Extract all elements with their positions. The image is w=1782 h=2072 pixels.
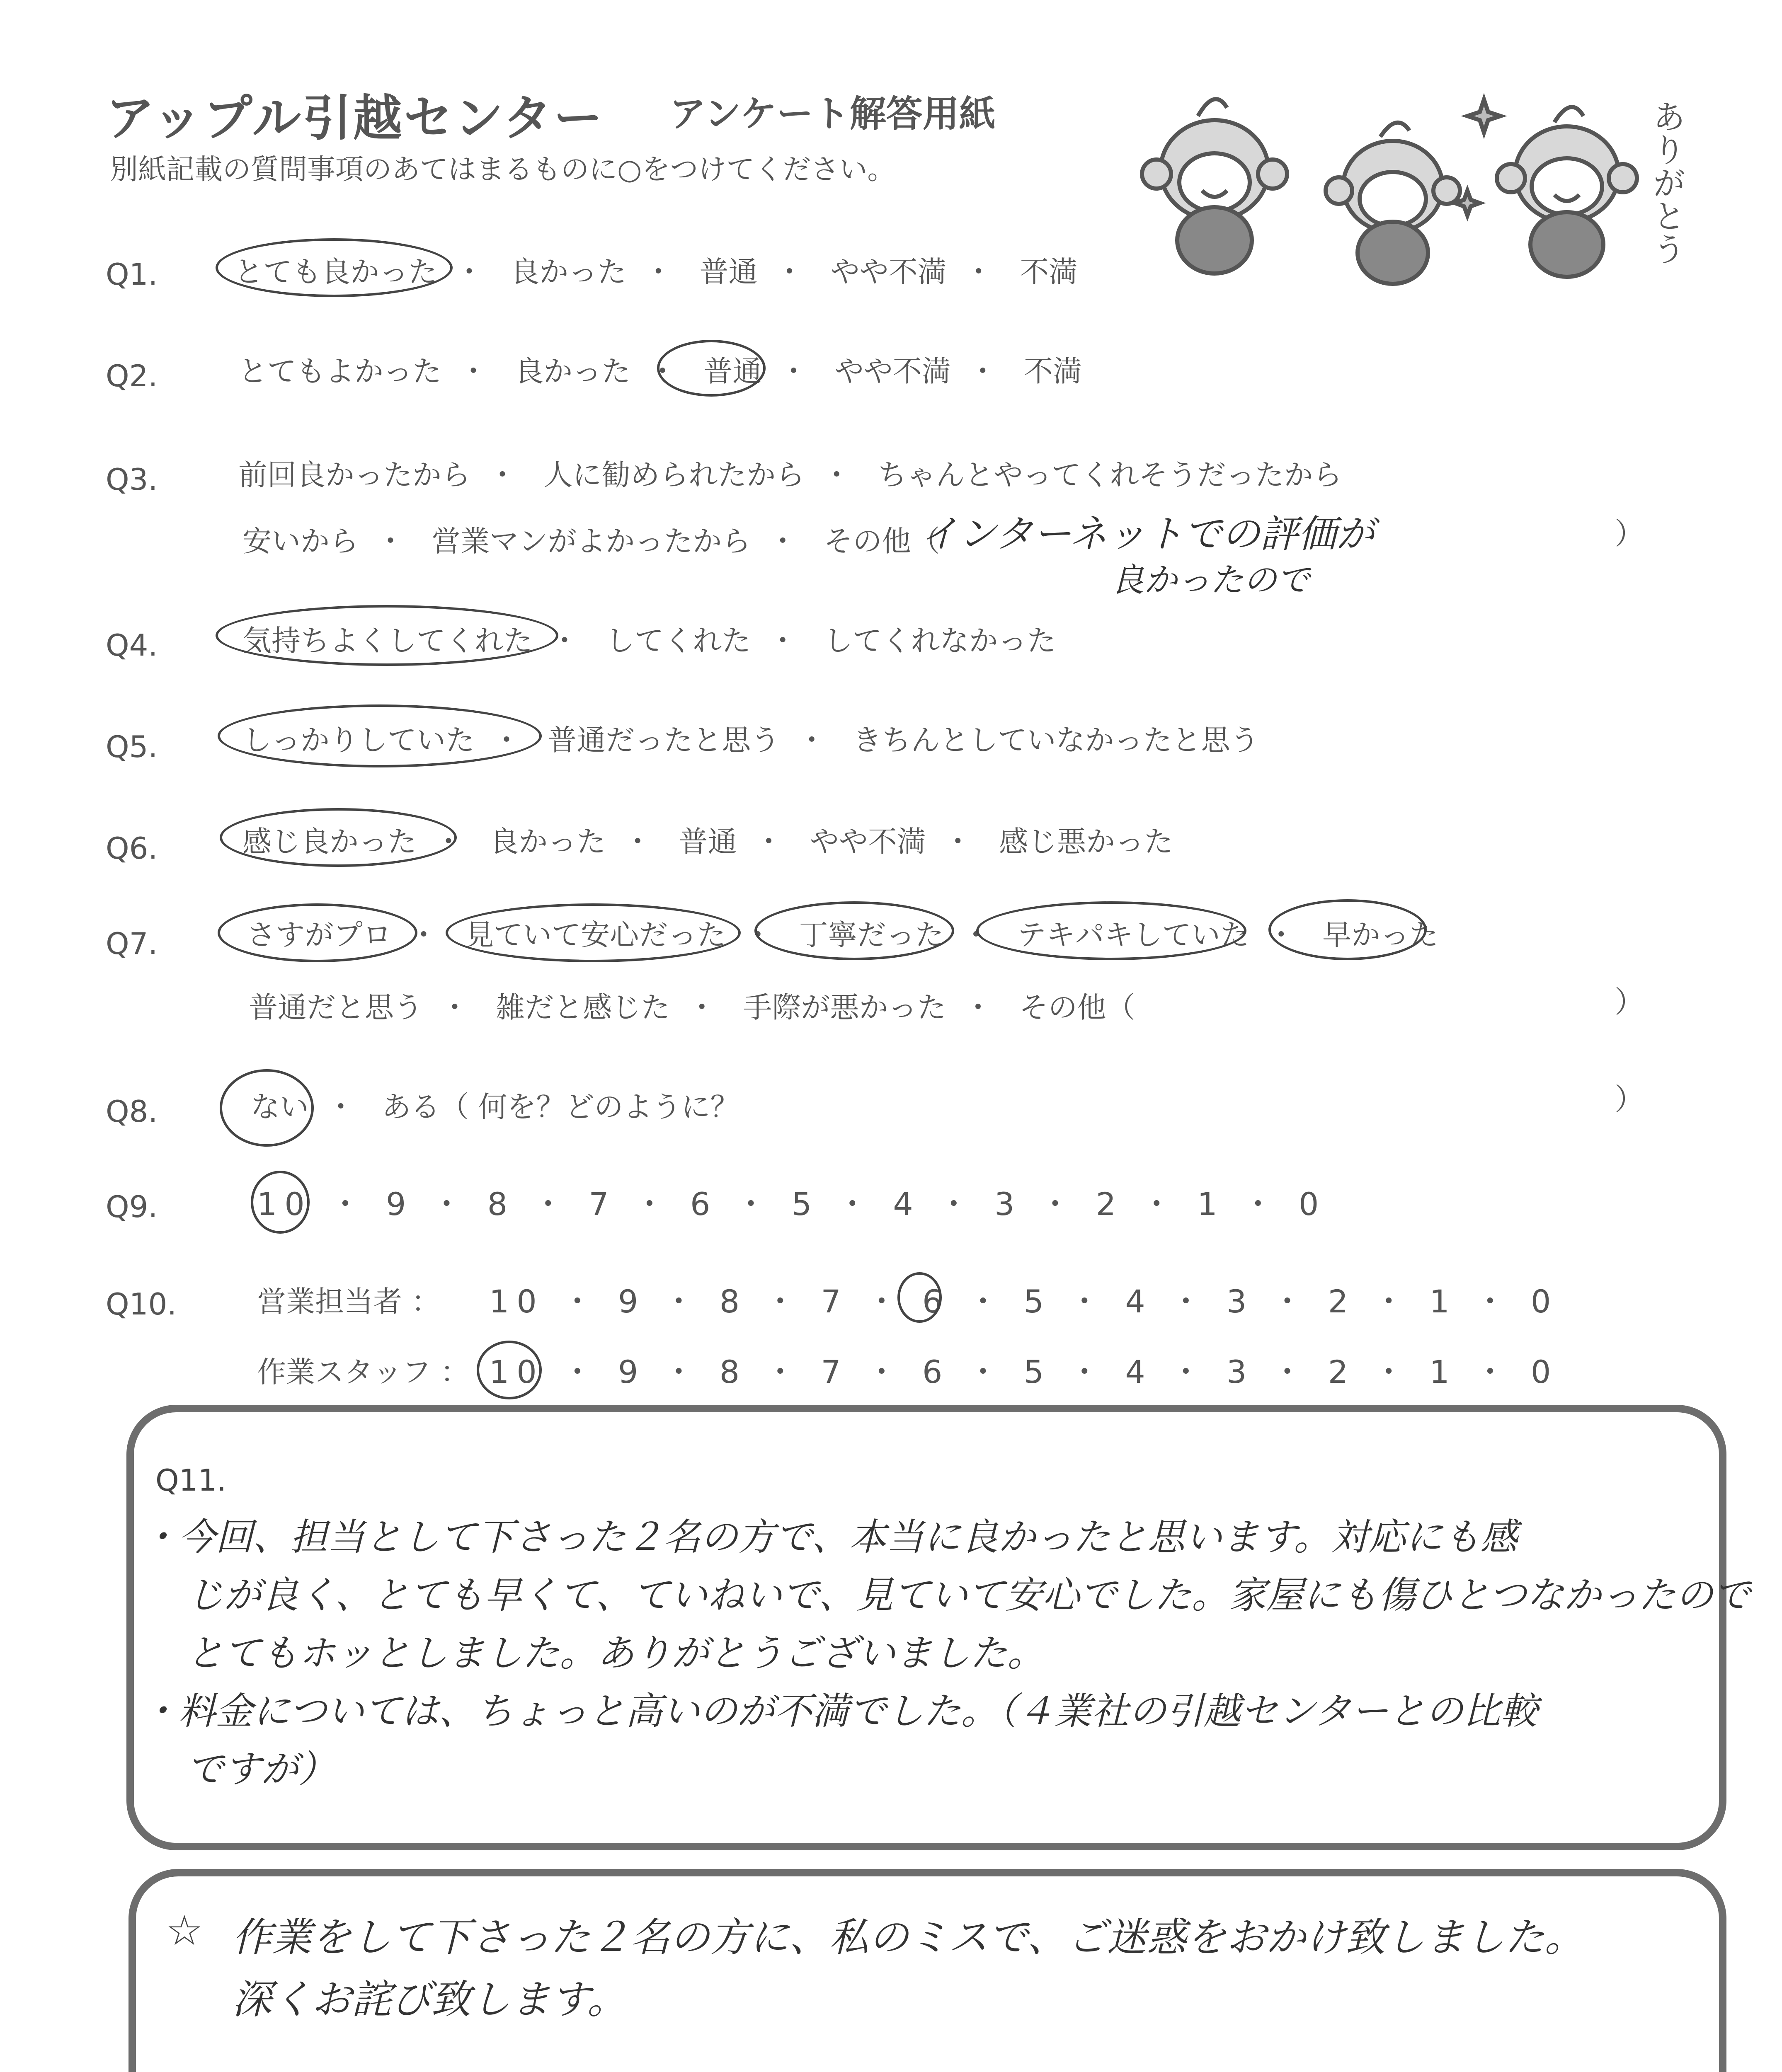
q7-answer-circle-2 bbox=[446, 903, 741, 962]
q2-label: Q2. bbox=[106, 358, 158, 393]
q1-options: とても良かった ・ 良かった ・ 普通 ・ やや不満 ・ 不満 bbox=[234, 249, 1078, 290]
q8-label: Q8. bbox=[106, 1094, 158, 1129]
q7-option-3[interactable]: 丁寧だった bbox=[799, 918, 944, 952]
q10-sales-answer-circle bbox=[897, 1272, 942, 1323]
q2-option-1[interactable]: とてもよかった bbox=[238, 354, 441, 388]
q2-option-5[interactable]: 不満 bbox=[1024, 354, 1082, 388]
q7-option-2[interactable]: 見ていて安心だった bbox=[465, 918, 726, 952]
q7-option-6[interactable]: 普通だと思う bbox=[249, 990, 423, 1024]
q1-answer-circle bbox=[216, 238, 453, 297]
q6-option-4[interactable]: やや不満 bbox=[810, 825, 926, 859]
q2-options: とてもよかった ・ 良かった ・ 普通 ・ やや不満 ・ 不満 bbox=[238, 348, 1082, 390]
q3-handwritten-answer-1: インターネットでの評価が bbox=[920, 512, 1375, 556]
q7-answer-circle-4 bbox=[976, 901, 1246, 960]
q4-options: 気持ちよくしてくれた ・ してくれた ・ してくれなかった bbox=[242, 617, 1056, 659]
comment-handwritten-text bbox=[232, 1906, 1584, 2031]
q10-sales-label: 営業担当者 ： bbox=[257, 1285, 441, 1319]
q1-option-3[interactable]: 普通 bbox=[699, 255, 758, 289]
q10-staff-scale[interactable]: 10 ・ 9 ・ 8 ・ 7 ・ 6 ・ 5 ・ 4 ・ 3 ・ 2 ・ 1 ・ 0 bbox=[489, 1353, 1559, 1390]
q3-close-paren: ） bbox=[1615, 516, 1645, 551]
q7-option-7[interactable]: 雑だと感じた bbox=[496, 990, 670, 1024]
q8-option-1[interactable]: ない bbox=[251, 1090, 309, 1124]
comment-line-1: 作業をして下さった２名の方に、私のミスで、ご迷惑をおかけ致しました。 bbox=[232, 1914, 1585, 1961]
q11-line-5: ですが） bbox=[187, 1748, 336, 1791]
q7-option-1[interactable]: さすがプロ bbox=[247, 918, 392, 952]
q8-answer-circle bbox=[220, 1069, 314, 1147]
q7-label: Q7. bbox=[106, 926, 158, 961]
q6-options: 感じ良かった ・ 良かった ・ 普通 ・ やや不満 ・ 感じ悪かった bbox=[242, 818, 1173, 860]
q10-sales-scale[interactable]: 10 ・ 9 ・ 8 ・ 7 ・ 6 ・ 5 ・ 4 ・ 3 ・ 2 ・ 1 ・ 0 bbox=[489, 1283, 1559, 1320]
q3-label: Q3. bbox=[106, 462, 158, 497]
q3-option-5[interactable]: 営業マンがよかったから bbox=[432, 524, 751, 558]
q7-answer-circle-3 bbox=[754, 901, 954, 960]
q6-option-3[interactable]: 普通 bbox=[679, 825, 737, 859]
q4-option-1[interactable]: 気持ちよくしてくれた bbox=[242, 624, 533, 658]
q8-option-2[interactable]: ある（ 何を？どのように？ bbox=[382, 1090, 739, 1124]
q7-options-line1: さすがプロ ・ 見ていて安心だった ・ 丁寧だった ・ テキパキしていた ・ 早かった bbox=[247, 912, 1438, 954]
q4-answer-circle bbox=[216, 605, 558, 666]
q5-option-1[interactable]: しっかりしていた bbox=[242, 723, 475, 757]
q5-options: しっかりしていた ・ 普通だったと思う ・ きちんとしていなかったと思う bbox=[242, 717, 1259, 759]
q5-option-2[interactable]: 普通だったと思う bbox=[548, 723, 780, 757]
q1-option-4[interactable]: やや不満 bbox=[830, 255, 947, 289]
q11-line-1: ・今回、担当として下さった２名の方で、本当に良かったと思います。対応にも感 bbox=[141, 1515, 1518, 1559]
q1-option-2[interactable]: 良かった bbox=[510, 255, 627, 289]
q7-close-paren: ） bbox=[1615, 985, 1645, 1019]
q7-option-5[interactable]: 早かった bbox=[1322, 918, 1439, 952]
q5-answer-circle bbox=[218, 704, 542, 767]
q3-option-2[interactable]: 人に勧められたから bbox=[543, 458, 805, 492]
q7-options-line2: 普通だと思う ・ 雑だと感じた ・ 手際が悪かった ・ その他（ bbox=[249, 984, 1135, 1026]
q10-staff-label: 作業スタッフ ： bbox=[257, 1355, 470, 1389]
q4-option-2[interactable]: してくれた bbox=[606, 624, 751, 658]
q3-option-6[interactable]: その他（ bbox=[824, 524, 940, 558]
q1-option-5[interactable]: 不満 bbox=[1020, 255, 1078, 289]
q7-answer-circle-1 bbox=[218, 903, 417, 962]
instruction-text: 別紙記載の質問事項のあてはまるものに○をつけてください。 bbox=[110, 153, 896, 186]
q5-option-3[interactable]: きちんとしていなかったと思う bbox=[853, 723, 1259, 757]
q2-option-2[interactable]: 良かった bbox=[514, 354, 631, 388]
q5-label: Q5. bbox=[106, 729, 158, 764]
q11-line-4: ・料金については、ちょっと高いのが不満でした。（４業社の引越センターとの比較 bbox=[141, 1690, 1538, 1733]
q4-option-3[interactable]: してくれなかった bbox=[824, 624, 1056, 658]
q1-label: Q1. bbox=[106, 257, 158, 292]
company-title: アップル引越センター bbox=[106, 90, 604, 147]
q6-option-5[interactable]: 感じ悪かった bbox=[999, 825, 1173, 859]
q2-answer-circle bbox=[657, 340, 766, 397]
q6-option-1[interactable]: 感じ良かった bbox=[242, 825, 417, 859]
q9-label: Q9. bbox=[106, 1189, 158, 1224]
q7-answer-circle-5 bbox=[1268, 899, 1427, 960]
q10-label: Q10. bbox=[106, 1287, 177, 1322]
q6-option-2[interactable]: 良かった bbox=[490, 825, 606, 859]
q7-option-8[interactable]: 手際が悪かった bbox=[743, 990, 946, 1024]
q11-line-2: じが良く、とても早くて、ていねいで、見ていて安心でした。家屋にも傷ひとつなかったので bbox=[187, 1573, 1750, 1617]
monkey-mascots-illustration bbox=[1127, 75, 1708, 307]
q2-option-3[interactable]: 普通 bbox=[703, 354, 762, 388]
q7-option-9[interactable]: その他（ bbox=[1019, 990, 1135, 1024]
q9-answer-circle bbox=[251, 1171, 310, 1234]
q6-label: Q6. bbox=[106, 831, 158, 866]
q7-option-4[interactable]: テキパキしていた bbox=[1017, 918, 1249, 952]
q11-label: Q11. bbox=[155, 1463, 227, 1498]
q1-option-1[interactable]: とても良かった bbox=[234, 255, 437, 289]
q10-staff-answer-circle bbox=[477, 1341, 542, 1399]
q8-close-paren: ） bbox=[1615, 1082, 1645, 1117]
q9-scale[interactable]: 10 ・ 9 ・ 8 ・ 7 ・ 6 ・ 5 ・ 4 ・ 3 ・ 2 ・ 1 ・ 0 bbox=[257, 1186, 1326, 1222]
q4-label: Q4. bbox=[106, 628, 158, 663]
q3-handwritten-answer-2: 良かったので bbox=[1111, 561, 1310, 599]
q11-line-3: とてもホッとしました。ありがとうございました。 bbox=[187, 1631, 1045, 1675]
q11-handwritten-answer bbox=[141, 1508, 1750, 1798]
q6-answer-circle bbox=[220, 808, 457, 867]
q8-options: ない ・ ある（ 何を？どのように？ bbox=[251, 1084, 739, 1126]
mascot-text: ありがとう bbox=[1647, 99, 1686, 265]
comment-line-2: 深くお詫び致します。 bbox=[232, 1976, 627, 2023]
star-icon: ☆ bbox=[166, 1906, 203, 1955]
form-subtitle: アンケート解答用紙 bbox=[669, 92, 996, 135]
q3-options-line2: 安いから ・ 営業マンがよかったから ・ その他（ bbox=[242, 518, 940, 560]
q3-option-3[interactable]: ちゃんとやってくれそうだったから bbox=[878, 458, 1342, 492]
q3-options-line1: 前回良かったから ・ 人に勧められたから ・ ちゃんとやってくれそうだったから bbox=[238, 452, 1342, 494]
q2-option-4[interactable]: やや不満 bbox=[834, 354, 951, 388]
q3-option-1[interactable]: 前回良かったから bbox=[238, 458, 470, 492]
q3-option-4[interactable]: 安いから bbox=[242, 524, 359, 558]
